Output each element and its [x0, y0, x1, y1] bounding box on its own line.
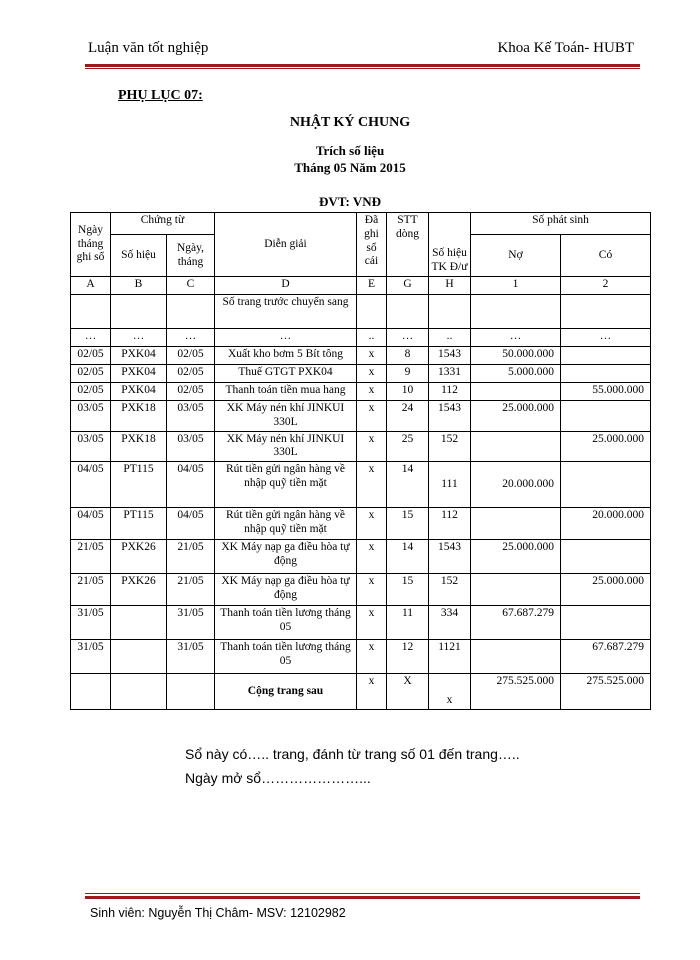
table-row: [71, 431, 651, 462]
col-line-header: STT dòng: [387, 213, 429, 277]
line-cell: 10: [387, 383, 429, 401]
code-cell: B: [111, 277, 167, 295]
voucher-no-cell: PXK18: [111, 401, 167, 432]
description-cell: Thuế GTGT PXK04: [215, 365, 357, 383]
line-cell: 15: [387, 574, 429, 606]
footer-rule: [85, 896, 640, 899]
ellipsis-row: [71, 329, 651, 347]
credit-cell: [561, 462, 651, 508]
total-debit-cell: 275.525.000: [471, 674, 561, 710]
credit-cell: 25.000.000: [561, 574, 651, 606]
account-cell: 1121: [429, 640, 471, 674]
col-voucher-header: Chứng từ: [111, 213, 215, 235]
voucher-date-cell: 03/05: [167, 401, 215, 432]
debit-cell: [471, 640, 561, 674]
voucher-no-cell: PXK26: [111, 574, 167, 606]
posted-cell: x: [357, 462, 387, 508]
voucher-no-cell: PT115: [111, 462, 167, 508]
posted-cell: x: [357, 508, 387, 540]
line-cell: 11: [387, 606, 429, 640]
description-cell: XK Máy nạp ga điều hòa tự động: [215, 574, 357, 606]
voucher-no-cell: PXK18: [111, 431, 167, 462]
header-rule-thin: [85, 68, 640, 69]
credit-cell: 55.000.000: [561, 383, 651, 401]
total-label: Cộng trang sau: [215, 674, 357, 710]
credit-cell: [561, 540, 651, 574]
credit-cell: 67.687.279: [561, 640, 651, 674]
credit-cell: 25.000.000: [561, 431, 651, 462]
code-cell: C: [167, 277, 215, 295]
col-debit-header: Nợ: [471, 235, 561, 277]
voucher-date-cell: 04/05: [167, 462, 215, 508]
footer-rule-thin: [85, 893, 640, 894]
ellipsis-cell: ..: [357, 329, 387, 347]
total-row: [71, 674, 651, 710]
col-account-header: Số hiệu TK Đ/ư: [429, 213, 471, 277]
date-cell: 02/05: [71, 365, 111, 383]
date-cell: 04/05: [71, 462, 111, 508]
code-cell: G: [387, 277, 429, 295]
description-cell: XK Máy nén khí JINKUI 330L: [215, 401, 357, 432]
voucher-date-cell: 31/05: [167, 640, 215, 674]
voucher-no-cell: PXK26: [111, 540, 167, 574]
ellipsis-cell: …: [215, 329, 357, 347]
ellipsis-cell: …: [387, 329, 429, 347]
col-amount-header: Số phát sinh: [471, 213, 651, 235]
account-cell: 152: [429, 574, 471, 606]
col-posted-header: Đã ghi sổ cái: [357, 213, 387, 277]
posted-cell: x: [357, 574, 387, 606]
date-cell: 21/05: [71, 540, 111, 574]
document-title: NHẬT KÝ CHUNG: [289, 115, 411, 130]
col-desc-header: Diễn giải: [215, 213, 357, 277]
voucher-date-cell: 04/05: [167, 508, 215, 540]
empty-cell: [561, 295, 651, 329]
posted-cell: x: [357, 383, 387, 401]
table-row: [71, 401, 651, 432]
credit-cell: [561, 401, 651, 432]
table-row: [71, 347, 651, 365]
empty-cell: [471, 295, 561, 329]
voucher-date-cell: 31/05: [167, 606, 215, 640]
debit-cell: 50.000.000: [471, 347, 561, 365]
date-cell: 02/05: [71, 347, 111, 365]
credit-cell: [561, 606, 651, 640]
carry-forward-label: Số trang trước chuyển sang: [215, 295, 357, 329]
table-row: [71, 540, 651, 574]
posted-cell: x: [357, 606, 387, 640]
line-cell: 25: [387, 431, 429, 462]
ellipsis-cell: …: [471, 329, 561, 347]
posted-cell: x: [357, 347, 387, 365]
empty-cell: [357, 295, 387, 329]
account-cell: 112: [429, 383, 471, 401]
voucher-no-cell: [111, 606, 167, 640]
line-cell: 12: [387, 640, 429, 674]
account-cell: 111: [429, 462, 471, 508]
voucher-date-cell: 02/05: [167, 347, 215, 365]
account-cell: 1543: [429, 540, 471, 574]
debit-cell: [471, 574, 561, 606]
line-cell: 24: [387, 401, 429, 432]
debit-cell: 67.687.279: [471, 606, 561, 640]
table-row: [71, 462, 651, 508]
ellipsis-cell: …: [167, 329, 215, 347]
description-cell: Rút tiền gửi ngân hàng về nhập quỹ tiền mặt: [215, 462, 357, 508]
description-cell: XK Máy nạp ga điều hòa tự động: [215, 540, 357, 574]
voucher-no-cell: PXK04: [111, 383, 167, 401]
description-cell: Thanh toán tiền lương tháng 05: [215, 640, 357, 674]
voucher-no-cell: PT115: [111, 508, 167, 540]
description-cell: Thanh toán tiền mua hang: [215, 383, 357, 401]
date-cell: 31/05: [71, 606, 111, 640]
date-cell: 04/05: [71, 508, 111, 540]
table-row: [71, 640, 651, 674]
line-cell: 9: [387, 365, 429, 383]
line-cell: 14: [387, 540, 429, 574]
date-cell: 03/05: [71, 431, 111, 462]
credit-cell: [561, 365, 651, 383]
date-cell: 02/05: [71, 383, 111, 401]
debit-cell: 25.000.000: [471, 401, 561, 432]
table-row: [71, 508, 651, 540]
footer-student: Sinh viên: Nguyễn Thị Châm- MSV: 12102982: [90, 906, 346, 920]
posted-cell: x: [357, 540, 387, 574]
voucher-no-cell: PXK04: [111, 365, 167, 383]
debit-cell: 5.000.000: [471, 365, 561, 383]
total-line-cell: X: [387, 674, 429, 710]
voucher-date-cell: 02/05: [167, 383, 215, 401]
table-row: [71, 574, 651, 606]
line-cell: 15: [387, 508, 429, 540]
posted-cell: x: [357, 640, 387, 674]
ellipsis-cell: …: [561, 329, 651, 347]
debit-cell: 20.000.000: [471, 462, 561, 508]
voucher-date-cell: 21/05: [167, 574, 215, 606]
header-right: Khoa Kế Toán- HUBT: [497, 40, 634, 56]
empty-cell: [387, 295, 429, 329]
voucher-no-cell: [111, 640, 167, 674]
code-cell: E: [357, 277, 387, 295]
code-cell: 2: [561, 277, 651, 295]
date-cell: 03/05: [71, 401, 111, 432]
account-cell: 112: [429, 508, 471, 540]
header-rule: [85, 64, 640, 67]
description-cell: Thanh toán tiền lương tháng 05: [215, 606, 357, 640]
empty-cell: [167, 674, 215, 710]
document-subtitle: Trích số liệu: [315, 143, 385, 158]
credit-cell: 20.000.000: [561, 508, 651, 540]
voucher-date-cell: 21/05: [167, 540, 215, 574]
debit-cell: [471, 508, 561, 540]
credit-cell: [561, 347, 651, 365]
journal-table: [70, 212, 651, 710]
ellipsis-cell: ..: [429, 329, 471, 347]
voucher-date-cell: 02/05: [167, 365, 215, 383]
date-cell: 21/05: [71, 574, 111, 606]
column-code-row: [71, 277, 651, 295]
account-cell: 152: [429, 431, 471, 462]
debit-cell: [471, 383, 561, 401]
empty-cell: [71, 295, 111, 329]
date-cell: 31/05: [71, 640, 111, 674]
posted-cell: x: [357, 401, 387, 432]
description-cell: Rút tiền gửi ngân hàng về nhập quỹ tiền mặt: [215, 508, 357, 540]
total-credit-cell: 275.525.000: [561, 674, 651, 710]
col-voucher-date-header: Ngày, tháng: [167, 235, 215, 277]
empty-cell: [167, 295, 215, 329]
empty-cell: [111, 295, 167, 329]
empty-cell: [111, 674, 167, 710]
header-left: Luận văn tốt nghiệp: [88, 40, 209, 56]
voucher-date-cell: 03/05: [167, 431, 215, 462]
col-date-header: Ngày tháng ghi sổ: [71, 213, 111, 277]
code-cell: D: [215, 277, 357, 295]
voucher-no-cell: PXK04: [111, 347, 167, 365]
description-cell: XK Máy nén khí JINKUI 330L: [215, 431, 357, 462]
col-voucher-no-header: Số hiệu: [111, 235, 167, 277]
table-row: [71, 383, 651, 401]
code-cell: A: [71, 277, 111, 295]
line-cell: 14: [387, 462, 429, 508]
table-row: [71, 365, 651, 383]
carry-forward-row: [71, 295, 651, 329]
posted-cell: x: [357, 431, 387, 462]
empty-cell: [71, 674, 111, 710]
currency-unit: ĐVT: VNĐ: [319, 194, 381, 209]
code-cell: 1: [471, 277, 561, 295]
debit-cell: 25.000.000: [471, 540, 561, 574]
empty-cell: [429, 295, 471, 329]
account-cell: 1543: [429, 347, 471, 365]
appendix-label: PHỤ LỤC 07:: [118, 88, 203, 103]
page-header: [88, 40, 634, 62]
debit-cell: [471, 431, 561, 462]
table-row: [71, 606, 651, 640]
ellipsis-cell: …: [111, 329, 167, 347]
description-cell: Xuất kho bơm 5 Bít tông: [215, 347, 357, 365]
total-account-cell: x: [429, 674, 471, 710]
document-period: Tháng 05 Năm 2015: [294, 160, 406, 175]
account-cell: 334: [429, 606, 471, 640]
ellipsis-cell: …: [71, 329, 111, 347]
table-header-row: [71, 213, 651, 235]
opening-date-note: Ngày mở sổ…………………...: [185, 770, 371, 786]
code-cell: H: [429, 277, 471, 295]
total-posted-cell: x: [357, 674, 387, 710]
col-credit-header: Có: [561, 235, 651, 277]
line-cell: 8: [387, 347, 429, 365]
page-count-note: Sổ này có….. trang, đánh từ trang số 01 đến trang…..: [185, 746, 520, 762]
posted-cell: x: [357, 365, 387, 383]
account-cell: 1543: [429, 401, 471, 432]
account-cell: 1331: [429, 365, 471, 383]
